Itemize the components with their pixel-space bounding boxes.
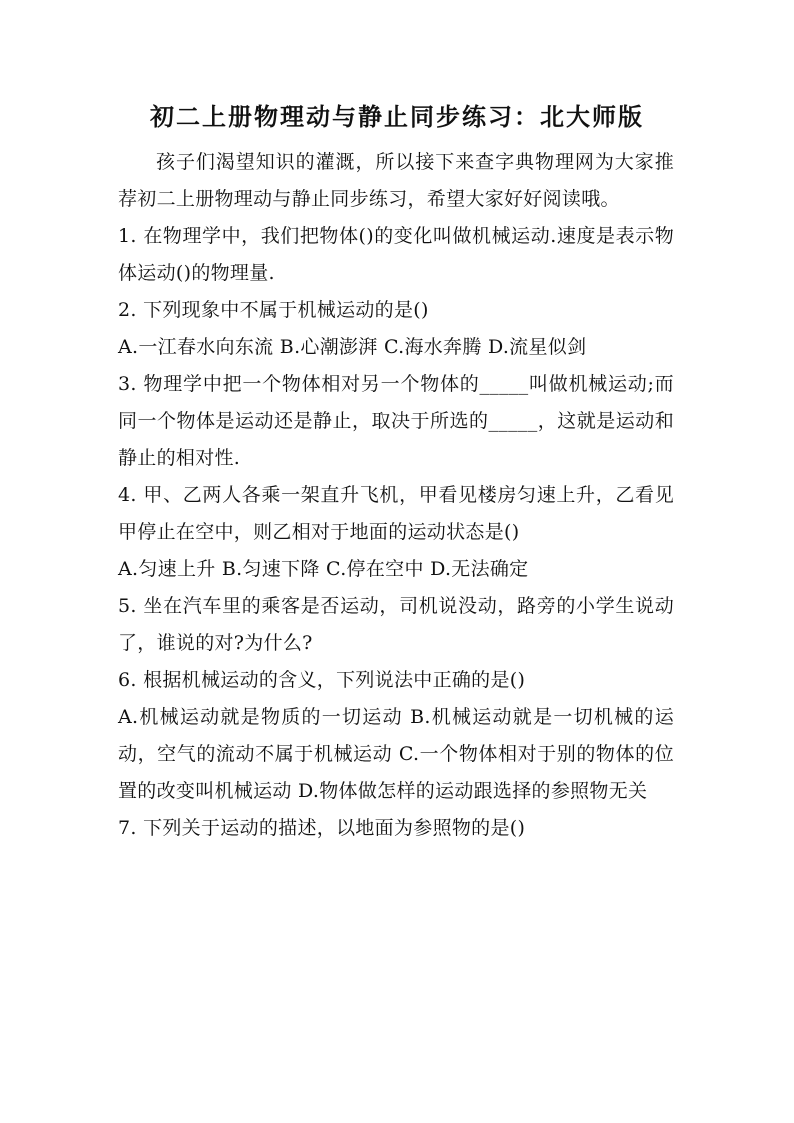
question-6-options: A.机械运动就是物质的一切运动 B.机械运动就是一切机械的运动，空气的流动不属于机械运动 C.一个物体相对于别的物体的位置的改变叫机械运动 D.物体做怎样的运动跟选择的参照物无关	[118, 706, 674, 802]
question-7: 7. 下列关于运动的描述，以地面为参照物的是()	[118, 817, 526, 839]
intro-paragraph: 孩子们渴望知识的灌溉，所以接下来查字典物理网为大家推荐初二上册物理动与静止同步练习，希望大家好好阅读哦。	[118, 151, 674, 210]
question-3: 3. 物理学中把一个物体相对另一个物体的_____叫做机械运动;而同一个物体是运动还是静止，取决于所选的_____，这就是运动和静止的相对性.	[118, 373, 674, 469]
document-body	[118, 144, 674, 847]
question-4: 4. 甲、乙两人各乘一架直升飞机，甲看见楼房匀速上升，乙看见甲停止在空中，则乙相对于地面的运动状态是()	[118, 484, 674, 543]
document-title: 初二上册物理动与静止同步练习：北大师版	[150, 102, 644, 131]
question-2-options: A.一江春水向东流 B.心潮澎湃 C.海水奔腾 D.流星似剑	[118, 336, 587, 358]
question-5: 5. 坐在汽车里的乘客是否运动，司机说没动，路旁的小学生说动了，谁说的对?为什么?	[118, 595, 674, 654]
question-4-options: A.匀速上升 B.匀速下降 C.停在空中 D.无法确定	[118, 558, 529, 580]
question-6: 6. 根据机械运动的含义，下列说法中正确的是()	[118, 669, 526, 691]
question-2: 2. 下列现象中不属于机械运动的是()	[118, 299, 429, 321]
question-1: 1. 在物理学中，我们把物体()的变化叫做机械运动.速度是表示物体运动()的物理量.	[118, 225, 674, 284]
